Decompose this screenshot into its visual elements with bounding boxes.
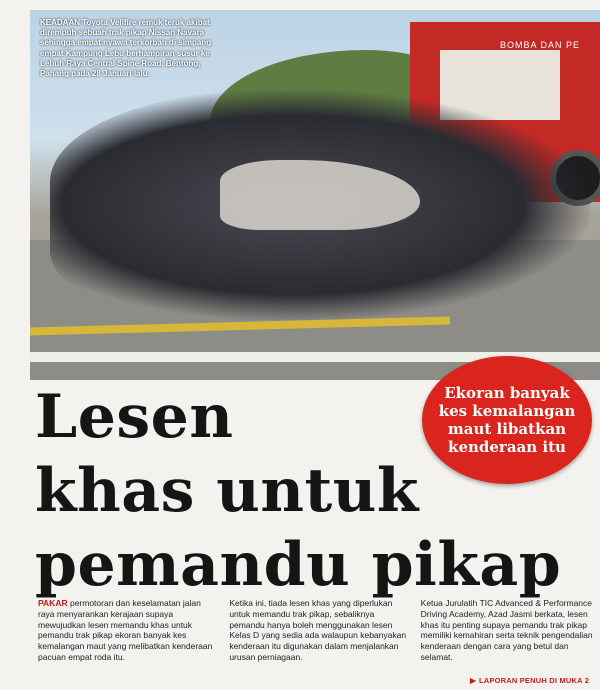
continued-link[interactable] bbox=[470, 676, 589, 685]
column-text: permotoran dan keselamatan jalan raya menyarankan kerajaan supaya mewujudkan lesen memandu khas untuk pemandu trak pikap ekoran banyak kes kemalangan maut yang melibatkan kenderaan pacuan empat roda itu. bbox=[38, 598, 213, 662]
photo-caption bbox=[40, 18, 230, 79]
headline-line-2: khas untuk bbox=[35, 456, 419, 526]
continued-label: LAPORAN PENUH DI MUKA 2 bbox=[478, 676, 590, 685]
highlight-badge bbox=[422, 356, 592, 484]
fire-truck-label: BOMBA DAN PE bbox=[500, 40, 581, 50]
column-text: Ketika ini, tiada lesen khas yang diperlukan untuk memandu trak pikap, sebaliknya pemandu hanya boleh menggunakan lesen Kelas D yang sedia ada walaupun kebanyakan kenderaan itu digunakan dalam menjalankan urusan perniagaan. bbox=[229, 598, 407, 662]
headline-line-1: Lesen bbox=[35, 382, 234, 452]
article-column-2 bbox=[229, 598, 406, 663]
article-column-3 bbox=[421, 598, 598, 663]
headline-line-3: pemandu pikap bbox=[35, 530, 562, 600]
badge-text: Ekoran banyak kes kemalangan maut libatkan kenderaan itu bbox=[438, 384, 576, 456]
caption-body: Toyota Vellfire remuk teruk akibat dirempuh sebuah trak pikap Nissan Navara sehingga empat nyawa terkorban di simpang empat Kampung Lebu berhampiran susur ke Lebuh Raya Central Spine Road, Bentong, Pahang pada 28 Januari lalu. bbox=[40, 18, 212, 79]
triangle-right-icon: ▶ bbox=[470, 676, 476, 685]
caption-lead: KEADAAN bbox=[40, 18, 80, 27]
column-text: Ketua Jurulatih TIC Advanced & Performance Driving Academy, Azad Jasmi berkata, lesen khas itu penting supaya pemandu trak pikap memiliki kemahiran serta teknik pengendalian kenderaan dengan cara yang betul dan selamat. bbox=[420, 598, 593, 662]
article-columns bbox=[38, 598, 598, 663]
column-lead: PAKAR bbox=[38, 598, 68, 608]
article-column-1 bbox=[38, 598, 215, 663]
